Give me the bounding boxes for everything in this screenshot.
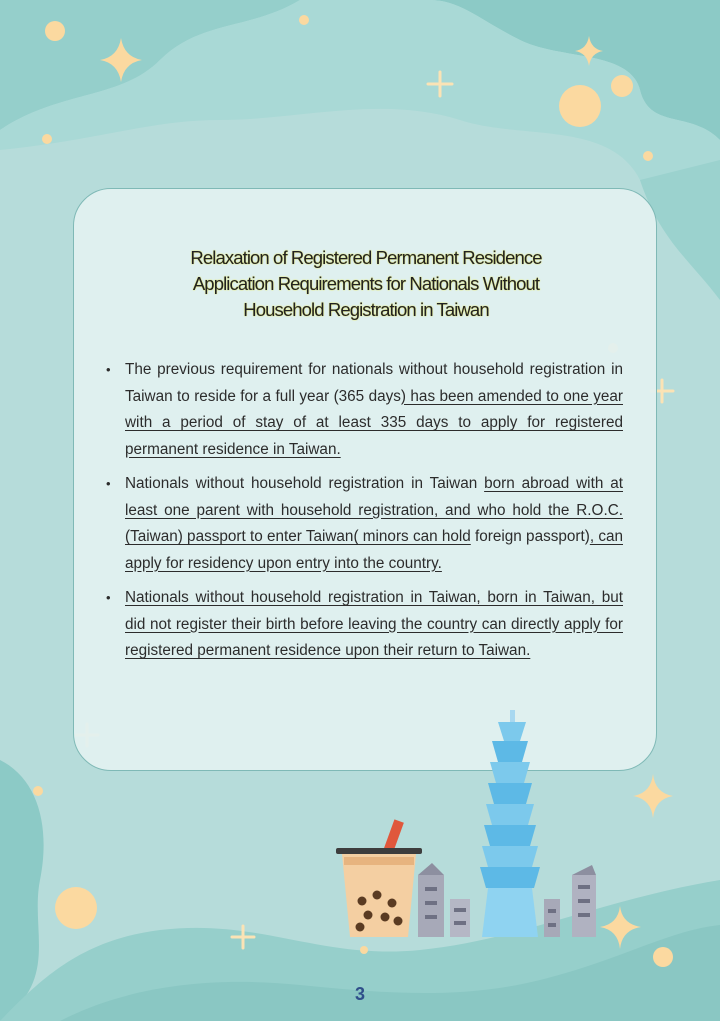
page-title — [74, 245, 658, 323]
dot-icon — [611, 75, 633, 97]
item-text: Nationals without household registration in Taiwan — [125, 475, 485, 492]
item-text-underlined: Nationals without household registration in Taiwan, born in Taiwan, but did not register their birth before leaving the country can directly apply for registered permanent residence upon their return to Taiwan. — [125, 589, 623, 659]
bottom-left-wave — [0, 760, 44, 1021]
title-line: Relaxation of Registered Permanent Residence — [190, 247, 542, 268]
dot-icon — [45, 21, 65, 41]
item-text: foreign passport) — [470, 528, 590, 545]
illustration — [330, 705, 630, 955]
dot-icon — [559, 85, 601, 127]
title-line: Household Registration in Taiwan — [243, 299, 489, 320]
list-item — [106, 585, 623, 665]
page-number: 3 — [354, 984, 365, 1004]
dot-icon — [653, 947, 673, 967]
taipei-101-skyline-icon — [418, 710, 596, 937]
dot-icon — [42, 134, 52, 144]
dot-icon — [643, 151, 653, 161]
list-item — [106, 357, 623, 463]
dot-icon — [55, 887, 97, 929]
bullet-dot: • — [106, 590, 111, 605]
item-text-underlined: , can apply for residency upon entry into the country. — [125, 528, 623, 572]
bullet-dot: • — [106, 362, 111, 377]
item-text-underlined: born abroad with at least one parent with household registration, and who hold the R.O.C.(Taiwan) passport to enter Taiwan( minors can hold — [125, 475, 623, 545]
content-card — [73, 188, 657, 771]
dot-icon — [299, 15, 309, 25]
sparkle-icon — [633, 774, 673, 818]
dot-icon — [33, 786, 43, 796]
item-text: The previous requirement for nationals without household registration in Taiwan to reside for a full year (365 days — [125, 361, 623, 405]
list-item — [106, 471, 623, 577]
bullet-dot: • — [106, 476, 111, 491]
bubble-tea-icon — [336, 819, 422, 937]
item-text-underlined: ) has been amended to one year with a period of stay of at least 335 days to apply for registered permanent residence in Taiwan. — [125, 387, 623, 458]
bullet-list — [106, 357, 623, 673]
title-line: Application Requirements for Nationals Without — [192, 273, 540, 294]
